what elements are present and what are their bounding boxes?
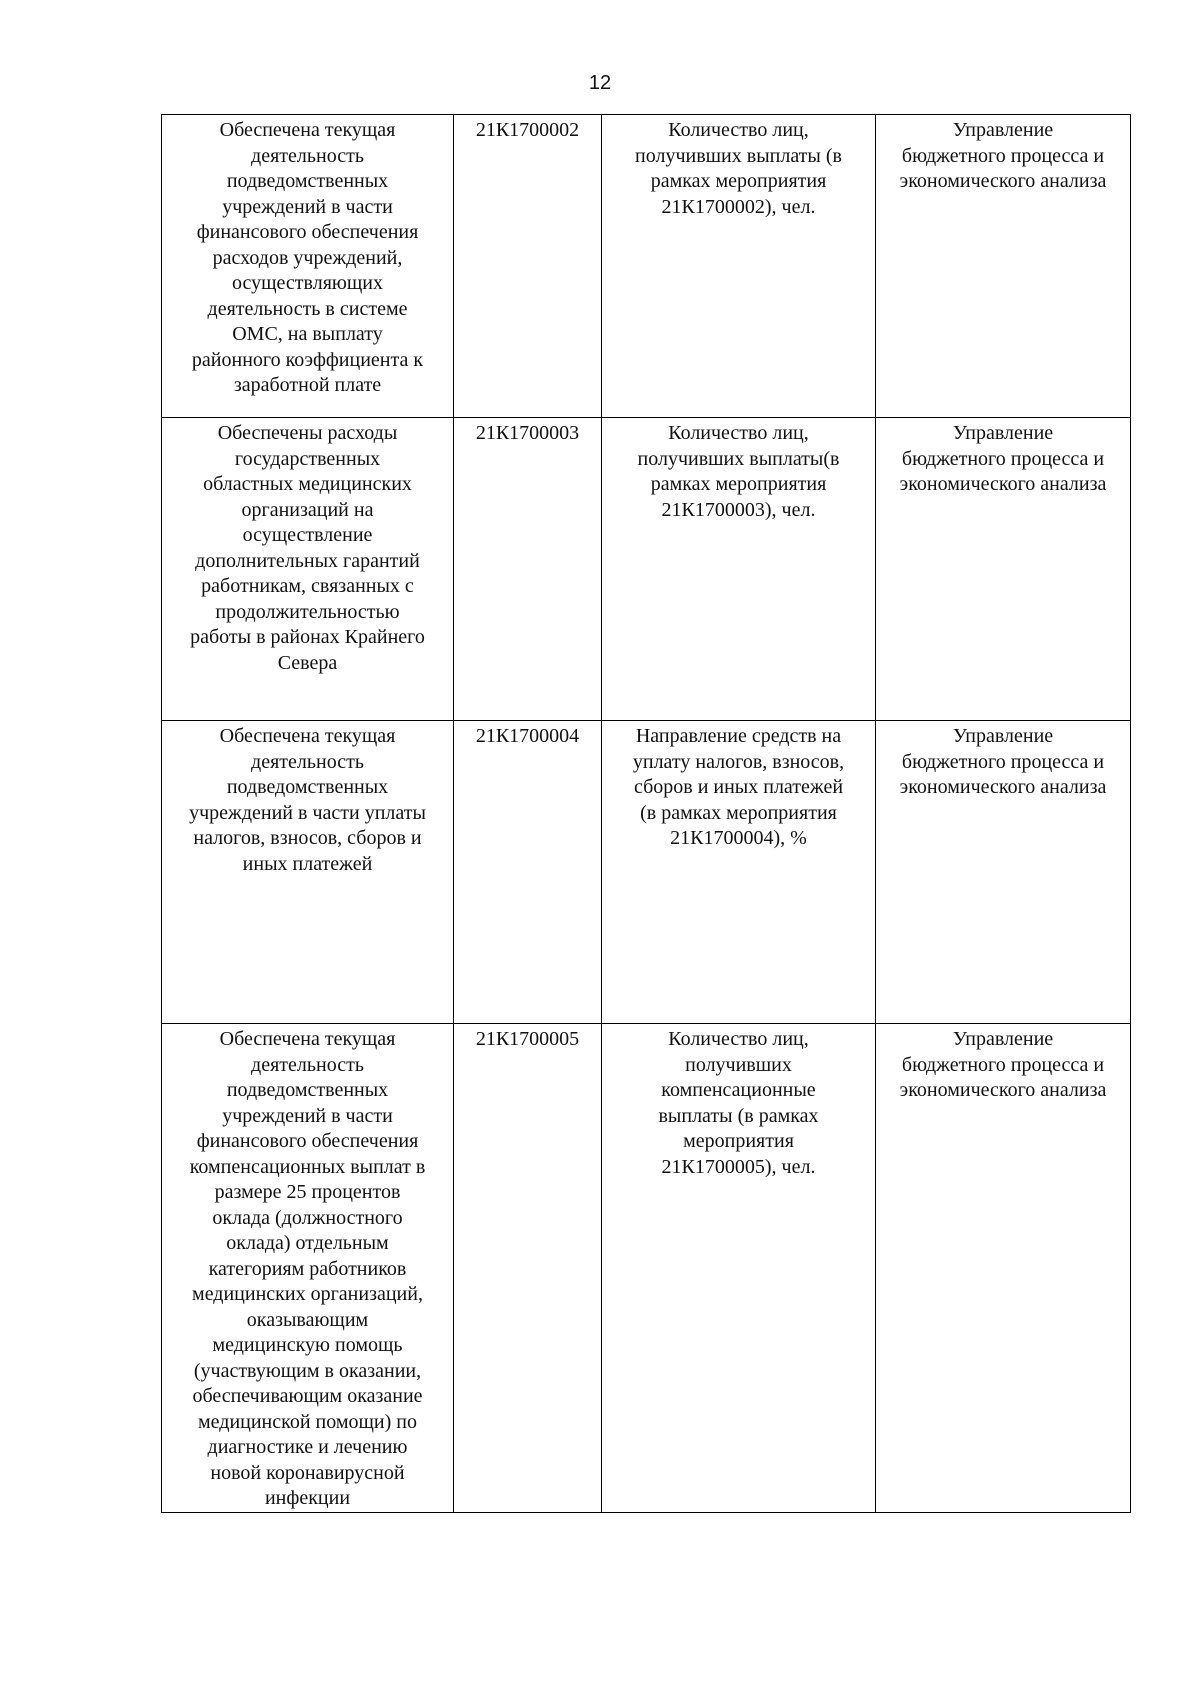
table-row (162, 115, 1131, 418)
result-cell: Обеспечена текущая деятельность подведомственных учреждений в части финансового обеспечения компенсационных выплат в размере 25 процентов оклада (должностного оклада) отдельным категориям работников медицинских организаций, оказывающим медицинскую помощь (участвующим в оказании, обеспечивающим оказание медицинской помощи) по диагностике и лечению новой коронавирусной инфекции (162, 1024, 454, 1513)
page-number: 12 (588, 72, 612, 94)
responsible-cell: Управление бюджетного процесса и экономического анализа (876, 115, 1131, 418)
responsible-cell: Управление бюджетного процесса и экономического анализа (876, 721, 1131, 1024)
responsible-cell: Управление бюджетного процесса и экономического анализа (876, 1024, 1131, 1513)
table-row (162, 418, 1131, 721)
table-row (162, 721, 1131, 1024)
indicator-cell: Количество лиц, получивших выплаты(в рамках мероприятия 21К1700003), чел. (602, 418, 876, 721)
indicator-cell: Количество лиц, получивших компенсационные выплаты (в рамках мероприятия 21К1700005), чел. (602, 1024, 876, 1513)
result-cell: Обеспечена текущая деятельность подведомственных учреждений в части уплаты налогов, взносов, сборов и иных платежей (162, 721, 454, 1024)
result-cell: Обеспечена текущая деятельность подведомственных учреждений в части финансового обеспечения расходов учреждений, осуществляющих деятельность в системе ОМС, на выплату районного коэффициента к заработной плате (162, 115, 454, 418)
code-cell: 21К1700003 (454, 418, 602, 721)
code-cell: 21К1700005 (454, 1024, 602, 1513)
code-cell: 21К1700002 (454, 115, 602, 418)
indicator-cell: Направление средств на уплату налогов, взносов, сборов и иных платежей (в рамках мероприятия 21К1700004), % (602, 721, 876, 1024)
indicator-cell: Количество лиц, получивших выплаты (в рамках мероприятия 21К1700002), чел. (602, 115, 876, 418)
result-cell: Обеспечены расходы государственных областных медицинских организаций на осуществление дополнительных гарантий работникам, связанных с продолжительностью работы в районах Крайнего Севера (162, 418, 454, 721)
table-row (162, 1024, 1131, 1513)
code-cell: 21К1700004 (454, 721, 602, 1024)
results-table (161, 114, 1131, 1513)
responsible-cell: Управление бюджетного процесса и экономического анализа (876, 418, 1131, 721)
